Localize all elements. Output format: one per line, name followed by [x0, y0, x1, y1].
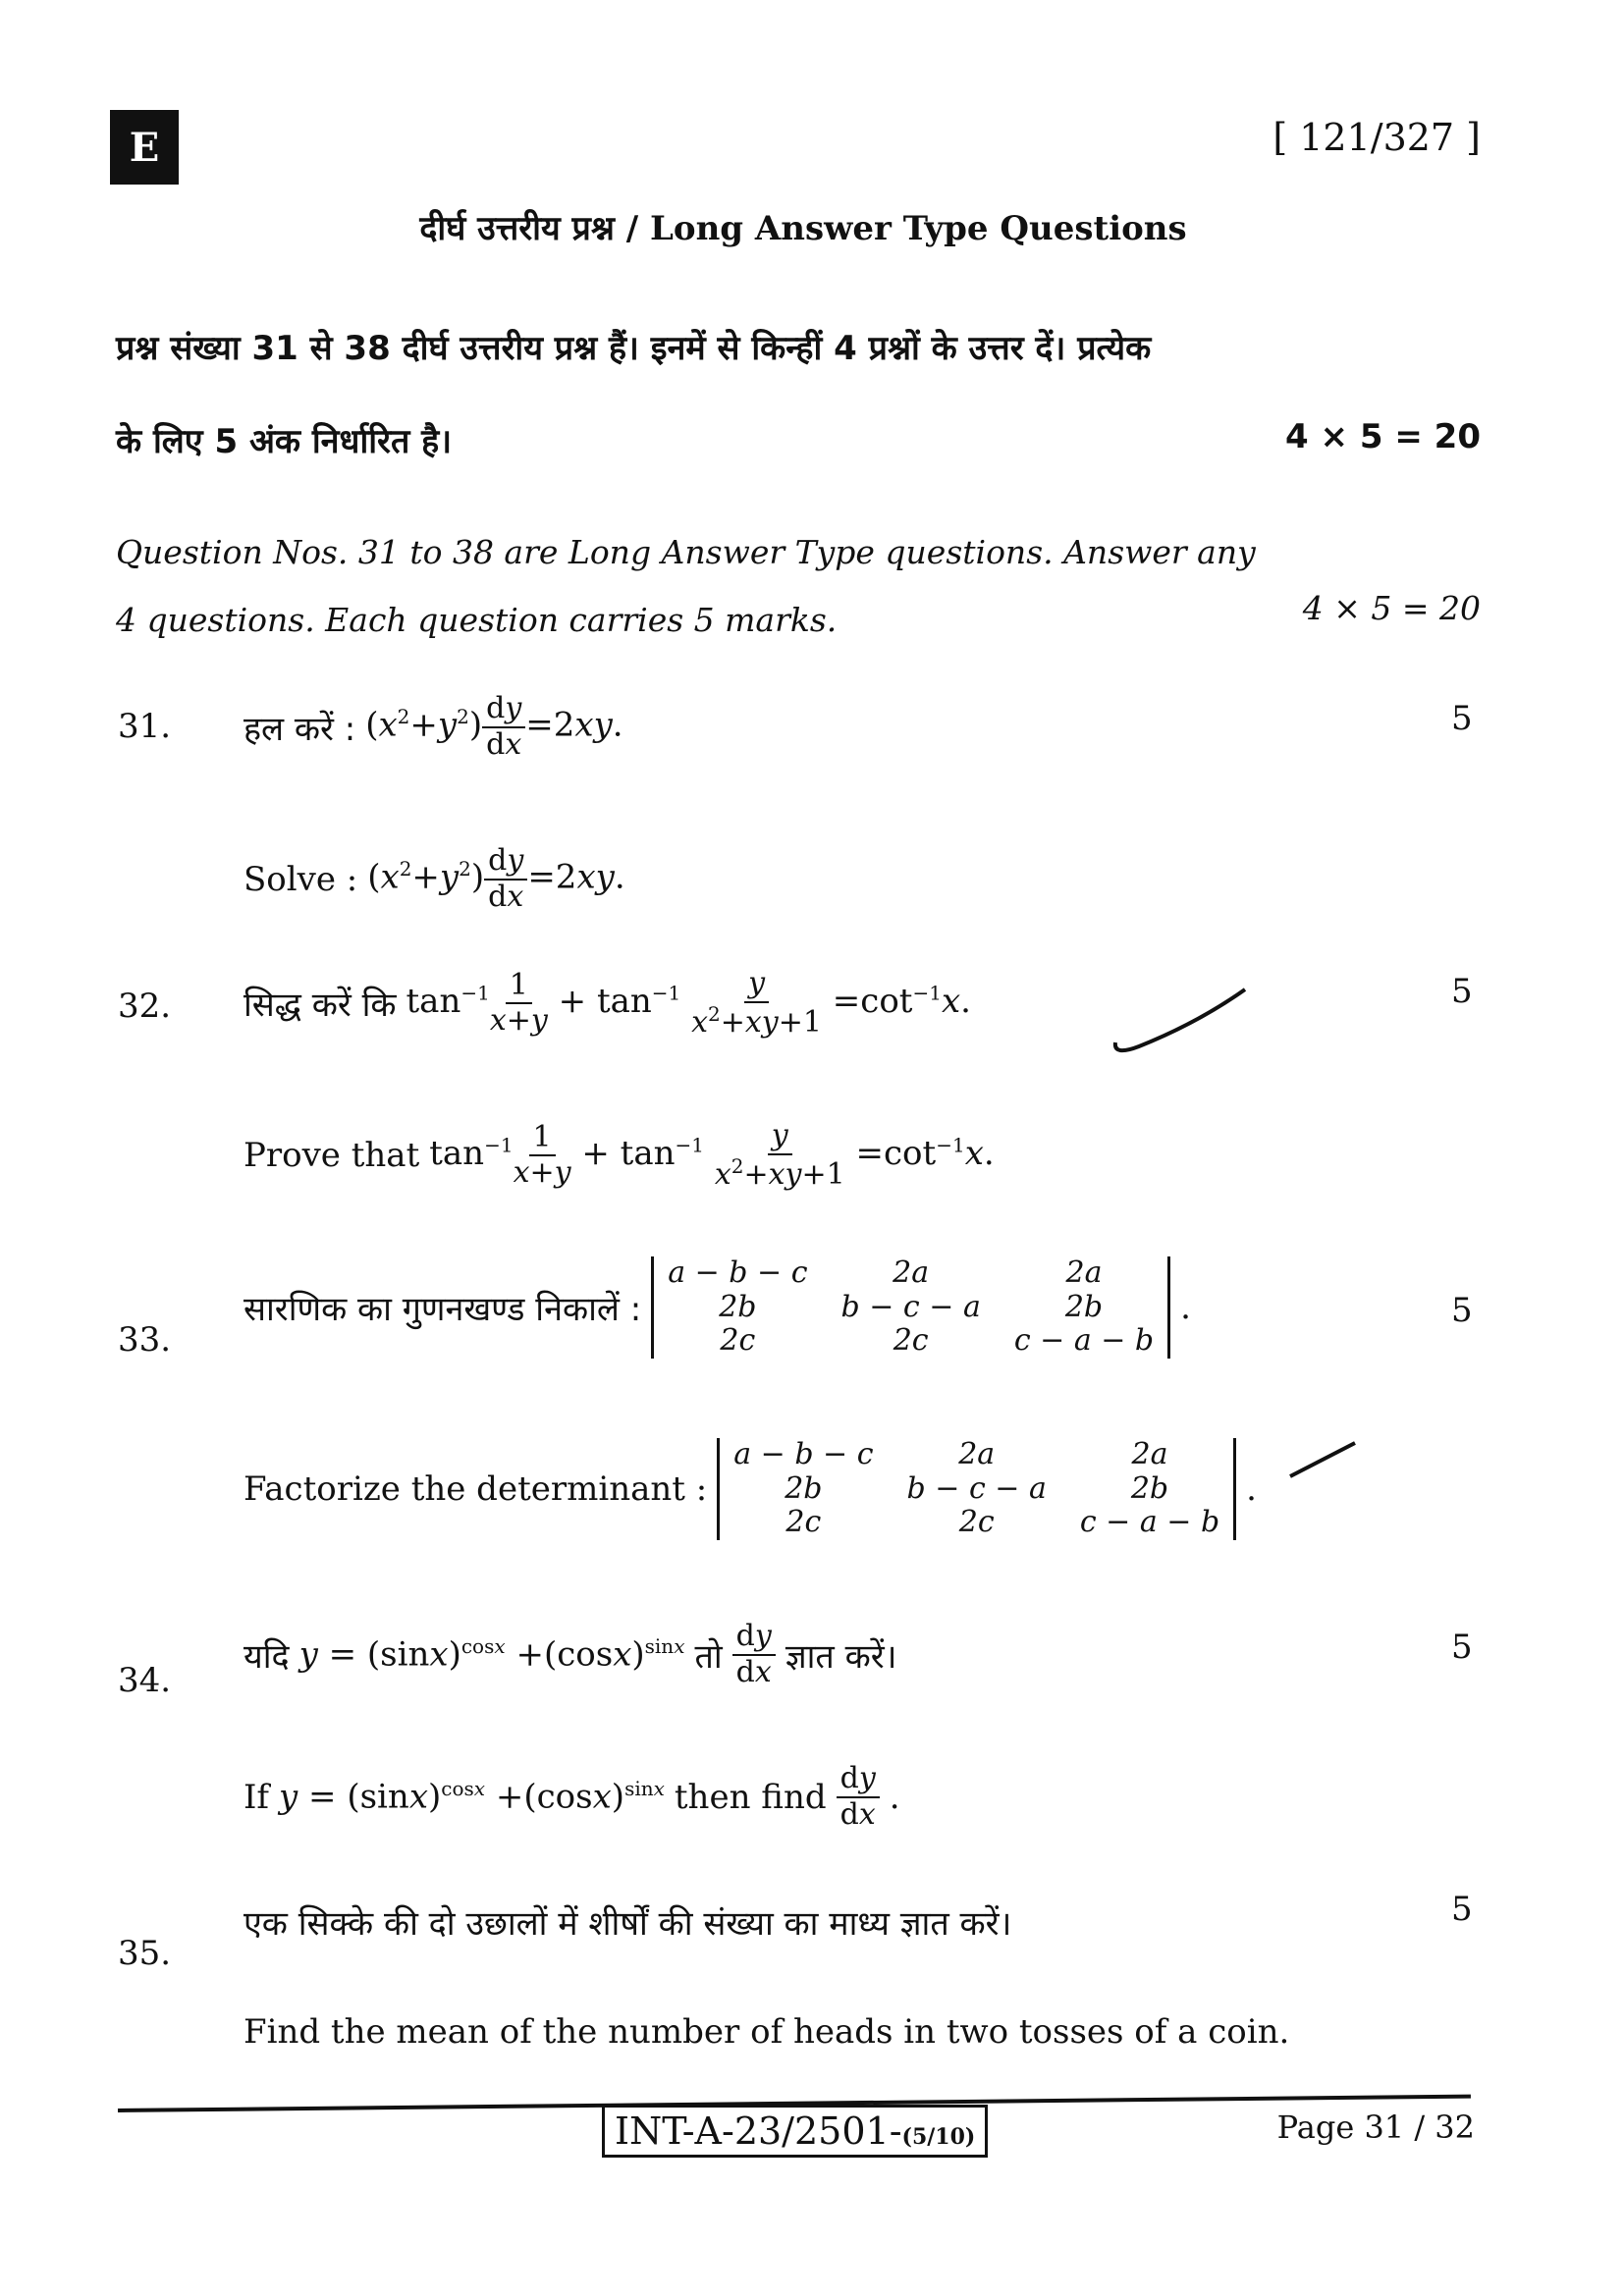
question-text: Solve :: [244, 859, 358, 899]
question-text: सिद्ध करें कि: [244, 986, 397, 1025]
question-text: Prove that: [244, 1136, 420, 1175]
paper-code: [ 121/327 ]: [1272, 116, 1481, 159]
footer-code-suffix: (5/10): [901, 2124, 976, 2150]
question-31-hindi: [244, 692, 623, 762]
question-marks: 5: [1451, 1890, 1473, 1929]
matrix-cell: 2a: [893, 1255, 930, 1290]
question-35-hindi: एक सिक्के की दो उछालों में शीर्षों की संख्या का माध्य ज्ञात करें।: [244, 1904, 1012, 1944]
hindi-instruction-2: [116, 417, 1481, 462]
question-33-english: Factorize the determinant : a − b − c 2a 2a 2b b − c − a 2b 2c 2c c − a − b .: [244, 1437, 1257, 1539]
question-text: then find: [674, 1777, 827, 1817]
equation: $\tan^{-1}$ $\frac{1}{x+y}$ + $\tan^{-1}$ $\frac{y}{x^2+xy+1}$ $=\cot^{-1}x$.: [429, 1118, 995, 1192]
question-32-english: [244, 1119, 995, 1192]
matrix-cell: 2c: [720, 1323, 756, 1358]
set-letter-badge: E: [110, 110, 179, 185]
question-marks: 5: [1451, 1291, 1473, 1330]
english-marks: 4 × 5 = 20: [1302, 589, 1481, 627]
determinant: [651, 1256, 1170, 1359]
equation: $y = (\sin x)^{cosx} +(\cos x)^{sinx}$: [298, 1634, 685, 1675]
question-text: If: [244, 1777, 270, 1817]
matrix-cell: b − c − a: [906, 1470, 1047, 1506]
english-instruction-1: Question Nos. 31 to 38 are Long Answer Type questions. Answer any: [116, 533, 1256, 571]
question-marks: 5: [1451, 1628, 1473, 1667]
checkmark-annotation: [1110, 982, 1257, 1060]
matrix-cell: 2b: [1064, 1289, 1104, 1324]
matrix-cell: 2a: [1131, 1437, 1168, 1471]
question-34-english: If $y = (\sin x)^{cosx} +(\cos x)^{sinx}$ then find $\frac{dy}{dx}$ .: [244, 1761, 900, 1832]
equation: $y = (\sin x)^{cosx} +(\cos x)^{sinx}$: [279, 1777, 665, 1817]
matrix-cell: c − a − b: [1079, 1505, 1220, 1539]
determinant: [717, 1438, 1236, 1540]
matrix-cell: 2c: [785, 1505, 822, 1539]
matrix-cell: a − b − c: [733, 1437, 874, 1471]
equation: $\tan^{-1}$ $\frac{1}{x+y}$ + $\tan^{-1}$ $\frac{y}{x^2+xy+1}$ $=\cot^{-1}x$.: [406, 966, 971, 1040]
page-number: Page 31 / 32: [1276, 2109, 1475, 2146]
derivative: $\frac{dy}{dx}$: [837, 1762, 880, 1832]
question-text: Factorize the determinant :: [244, 1468, 708, 1509]
equation: $(x^2+y^2)$ $\frac{dy}{dx}$ =2xy.: [367, 843, 625, 914]
footer-code: INT-A-23/2501-: [615, 2109, 902, 2153]
question-marks: 5: [1451, 972, 1473, 1011]
derivative: $\frac{dy}{dx}$: [732, 1620, 776, 1689]
question-35-english: Find the mean of the number of heads in two tosses of a coin.: [244, 2012, 1290, 2052]
section-title: दीर्घ उत्तरीय प्रश्न / Long Answer Type Questions: [419, 209, 1187, 248]
question-number: 31.: [118, 707, 172, 746]
matrix-cell: 2c: [958, 1505, 995, 1539]
matrix-cell: a − b − c: [668, 1255, 808, 1290]
matrix-cell: 2b: [719, 1289, 757, 1324]
question-number: 32.: [118, 987, 172, 1026]
english-instruction-2: [116, 589, 1481, 639]
question-text: हल करें :: [244, 709, 356, 749]
question-number: 33.: [118, 1320, 172, 1360]
question-marks: 5: [1451, 699, 1473, 738]
question-number: 34.: [118, 1661, 172, 1700]
question-33-hindi: सारणिक का गुणनखण्ड निकालें : a − b − c 2a 2a 2b b − c − a 2b 2c 2c c − a − b .: [244, 1255, 1191, 1358]
question-text: सारणिक का गुणनखण्ड निकालें :: [244, 1289, 642, 1329]
question-text: ज्ञात करें।: [785, 1636, 897, 1677]
question-number: 35.: [118, 1934, 172, 1973]
matrix-cell: b − c − a: [840, 1289, 981, 1324]
footer-code-box: [602, 2105, 988, 2158]
matrix-cell: 2a: [958, 1437, 996, 1471]
matrix-cell: 2a: [1065, 1255, 1103, 1290]
question-text: यदि: [244, 1636, 290, 1677]
matrix-cell: c − a − b: [1013, 1323, 1155, 1358]
question-34-hindi: [244, 1620, 897, 1689]
question-text: तो: [694, 1636, 723, 1677]
question-32-hindi: [244, 967, 971, 1040]
hindi-marks: 4 × 5 = 20: [1285, 417, 1481, 456]
english-instruction-text: 4 questions. Each question carries 5 marks.: [116, 601, 838, 639]
matrix-cell: 2b: [1130, 1470, 1169, 1506]
matrix-cell: 2b: [785, 1470, 823, 1506]
hindi-instruction-text: के लिए 5 अंक निर्धारित है।: [116, 422, 453, 461]
checkmark-annotation: [1286, 1433, 1365, 1482]
matrix-cell: 2c: [893, 1323, 929, 1358]
question-31-english: [244, 844, 625, 914]
equation: $(x^2+y^2)$ $\frac{dy}{dx}$ =2xy.: [365, 691, 623, 762]
hindi-instruction-1: प्रश्न संख्या 31 से 38 दीर्घ उत्तरीय प्रश्न हैं। इनमें से किन्हीं 4 प्रश्नों के उत्तर दें। प्रत्येक: [116, 329, 1152, 368]
